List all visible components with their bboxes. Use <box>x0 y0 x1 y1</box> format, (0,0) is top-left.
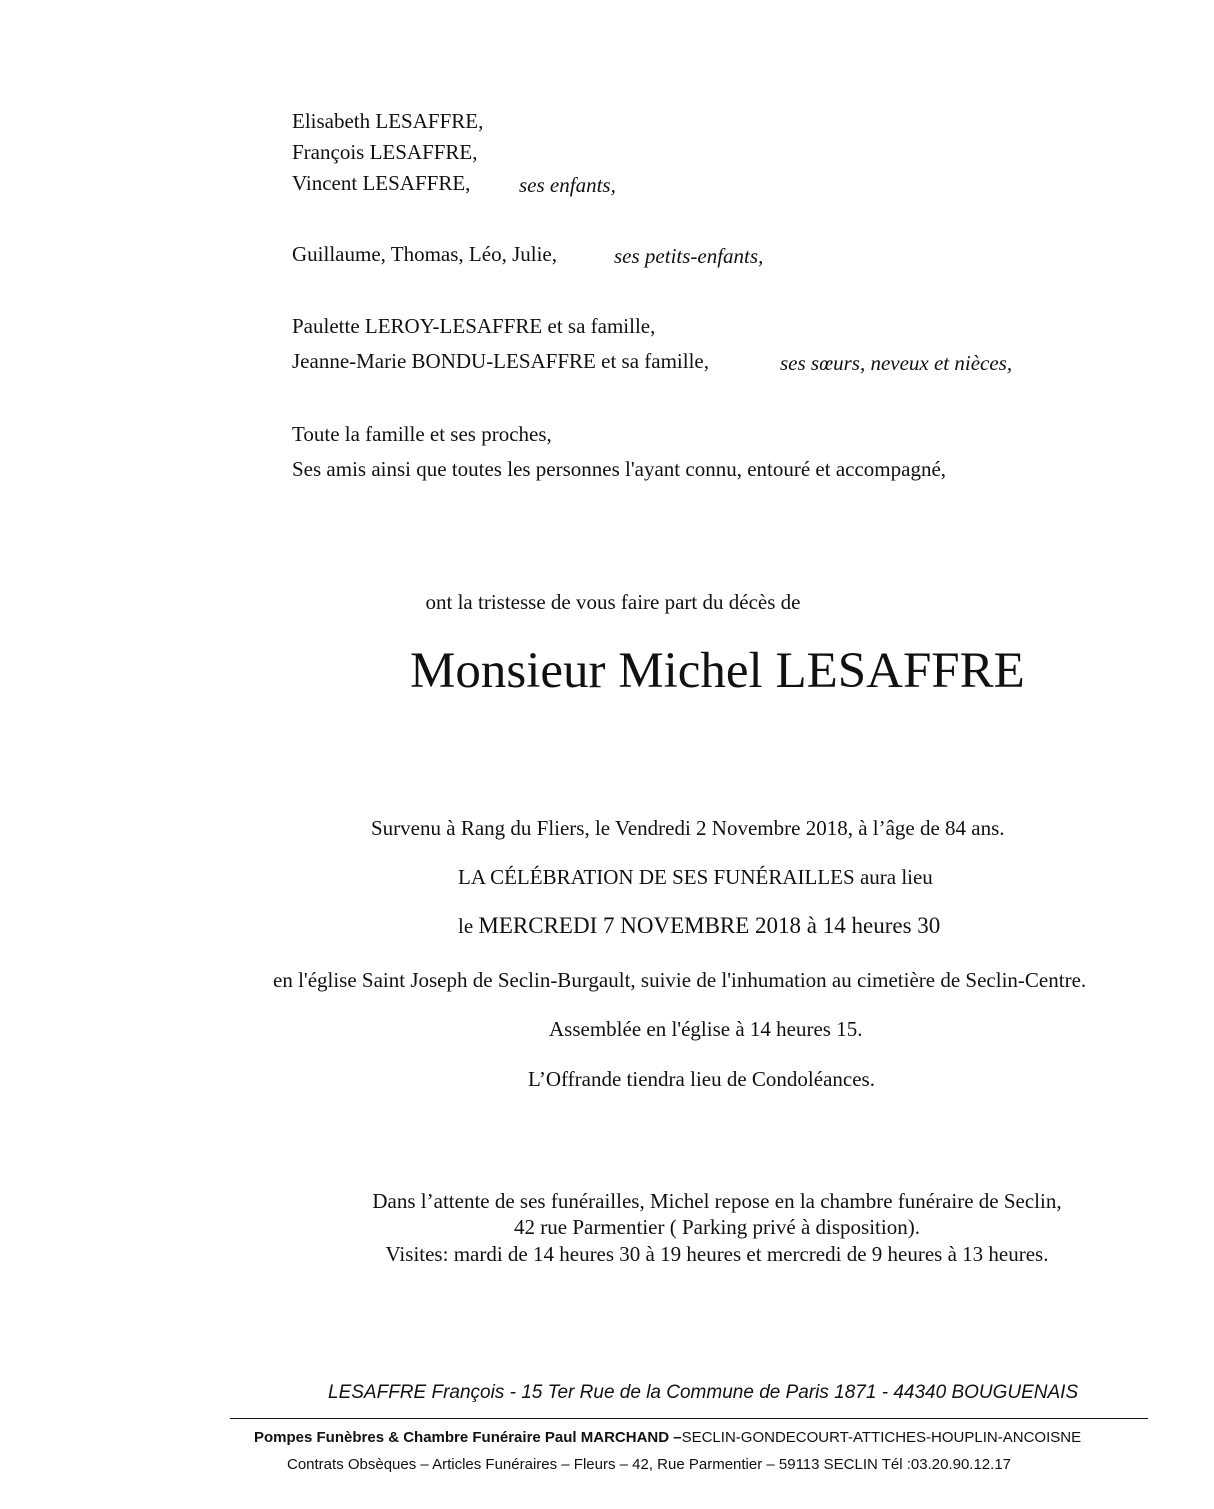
contact-address: LESAFFRE François - 15 Ter Rue de la Commune de Paris 1871 - 44340 BOUGUENAIS <box>328 1382 1079 1403</box>
children-role: ses enfants, <box>519 173 616 197</box>
funeral-home-line <box>254 1428 1081 1448</box>
celebration-rest: aura lieu <box>859 865 933 889</box>
offering-info: L’Offrande tiendra lieu de Condoléances. <box>528 1067 875 1091</box>
deceased-name: Monsieur Michel LESAFFRE <box>410 643 1025 699</box>
visitation-line-3: Visites: mardi de 14 heures 30 à 19 heures et mercredi de 9 heures à 13 heures. <box>385 1242 1049 1266</box>
visitation-line-2: 42 rue Parmentier ( Parking privé à disposition). <box>514 1215 920 1239</box>
grandchildren-names: Guillaume, Thomas, Léo, Julie, <box>292 242 557 266</box>
funeral-home-services: Contrats Obsèques – Articles Funéraires – Fleurs – 42, Rue Parmentier – 59113 SECLIN Tél :03.20.90.12.17 <box>287 1456 1012 1473</box>
death-notice: Survenu à Rang du Fliers, le Vendredi 2 Novembre 2018, à l’âge de 84 ans. <box>371 816 1005 840</box>
sisters-role: ses sœurs, neveux et nièces, <box>780 351 1013 375</box>
sister-name: Jeanne-Marie BONDU-LESAFFRE et sa famille, <box>292 349 709 373</box>
assembly-info: Assemblée en l'église à 14 heures 15. <box>549 1017 863 1041</box>
other-mourners: Toute la famille et ses proches, <box>292 422 552 446</box>
date-prefix: le <box>458 914 474 938</box>
footer-divider <box>230 1418 1148 1419</box>
celebration-caps: LA CÉLÉBRATION DE SES FUNÉRAILLES <box>458 865 855 889</box>
other-mourners: Ses amis ainsi que toutes les personnes l'ayant connu, entouré et accompagné, <box>292 457 947 481</box>
funeral-home-name: Pompes Funèbres & Chambre Funéraire Paul MARCHAND – <box>254 1429 682 1446</box>
funeral-date: MERCREDI 7 NOVEMBRE 2018 à 14 heures 30 <box>478 913 941 938</box>
child-name: Vincent LESAFFRE, <box>292 171 471 195</box>
funeral-home-towns: SECLIN-GONDECOURT-ATTICHES-HOUPLIN-ANCOISNE <box>681 1429 1082 1446</box>
funeral-date-line <box>458 913 940 939</box>
sister-name: Paulette LEROY-LESAFFRE et sa famille, <box>292 314 656 338</box>
child-name: François LESAFFRE, <box>292 140 478 164</box>
child-name: Elisabeth LESAFFRE, <box>292 109 484 133</box>
celebration-line <box>458 864 933 890</box>
grandchildren-role: ses petits-enfants, <box>614 244 764 268</box>
church-info: en l'église Saint Joseph de Seclin-Burgault, suivie de l'inhumation au cimetière de Seclin-Centre. <box>273 968 1087 992</box>
announcement-intro: ont la tristesse de vous faire part du décès de <box>425 590 801 614</box>
visitation-line-1: Dans l’attente de ses funérailles, Michel repose en la chambre funéraire de Seclin, <box>372 1189 1062 1213</box>
